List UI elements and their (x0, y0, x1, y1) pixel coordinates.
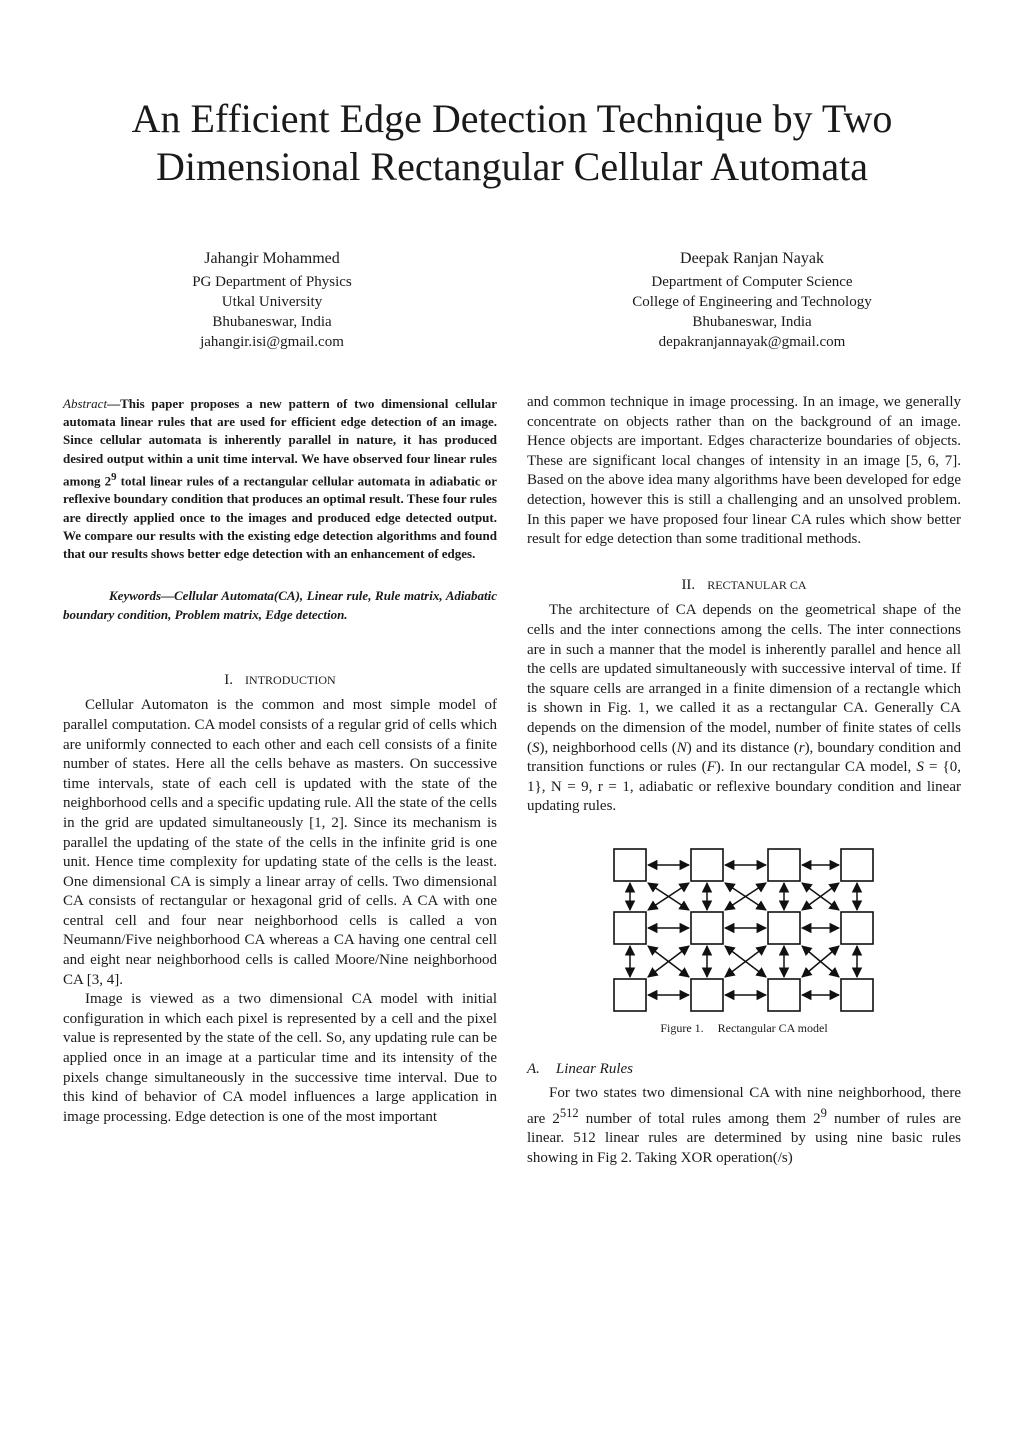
superscript: 512 (559, 1105, 579, 1120)
author-location: Bhubaneswar, India (212, 314, 332, 330)
abstract-dash: — (107, 396, 121, 411)
author-email: depakranjannayak@gmail.com (658, 334, 846, 350)
figure-rectangular-ca-model (613, 847, 875, 1013)
section-number: I. (224, 671, 234, 688)
section-heading-rectangular-ca (527, 576, 961, 596)
ca-cell (614, 979, 646, 1011)
figure-caption-text: Rectangular CA model (717, 1020, 828, 1035)
intro-paragraph-1: Cellular Automaton is the common and most simple model of parallel computation. CA model consists of a regular grid of cells which are uniformly connected to each other and each cell consists of a finite number of states. Here all the cells behave as masters. On successive time intervals, state of each cell is updated with the state of the neighborhood cells and a specific updating rule. All the state of the cells in the grid are updated simultaneously [1, 2]. Since its mechanism is parallel the updating of the state of the cells in the infinite grid is one unit. Hence time complexity for updating state of the cells is the least. One dimensional CA is simply a linear array of cells. Two dimensional CA consists of rectangular or hexagonal grid of cells. A CA with one central cell and four near neighborhood cells is called a von Neumann/Five neighborhood CA whereas a CA having one central cell and eight near neighborhood cells is called Moore/Nine neighborhood CA [3, 4]. (63, 697, 497, 988)
ca-cell (691, 912, 723, 944)
linear-rules-paragraph (527, 1084, 961, 1168)
linear-text: For two states two dimensional CA with nine neighborhood, there are 2 (527, 1085, 961, 1127)
author-department: Department of Computer Science (651, 274, 853, 290)
section-number: II. (681, 576, 696, 593)
rect-paragraph (527, 601, 961, 817)
rect-text: The architecture of CA depends on the geometrical shape of the cells and the inter connections among the cells. The inter connections are in such a manner that the model is inherently parallel and hence all the cells are updated simultaneously with successive interval of time. If the square cells are arranged in a finite dimension of a rectangle which is shown in Fig. 1, we called it as a rectangular CA. Generally CA depends on the dimension of the model, number of finite states of cells ( (527, 602, 961, 756)
ca-cell (768, 979, 800, 1011)
superscript: 9 (820, 1105, 827, 1120)
symbol-n: N (676, 739, 687, 756)
rect-text: ) and its distance ( (686, 739, 799, 756)
abstract-text-b: total linear rules of a rectangular cellular automata in adiabatic or reflexive boundary condition that produces an optimal result. These four rules are directly applied once to the images and produced edge detected output. We compare our results with the existing edge detection algorithms and found that our results shows better edge detection with an enhancement of edges. (63, 473, 497, 561)
section-heading-introduction (63, 671, 497, 691)
keywords (63, 587, 497, 625)
subsection-letter: A. (527, 1061, 540, 1078)
author-email: jahangir.isi@gmail.com (200, 334, 344, 350)
author-location: Bhubaneswar, India (692, 314, 812, 330)
rect-text: ), neighborhood cells ( (539, 739, 677, 756)
symbol-r: r (798, 739, 805, 756)
ca-cell (841, 912, 873, 944)
author-name: Deepak Ranjan Nayak (680, 250, 824, 267)
symbol-s: S (916, 759, 924, 776)
section-title: INTRODUCTION (245, 672, 336, 687)
title-line-2: Dimensional Rectangular Cellular Automata (155, 144, 869, 189)
rect-text: ). In our rectangular CA model, (715, 759, 917, 776)
ca-cell (614, 912, 646, 944)
subsection-title: Linear Rules (555, 1061, 634, 1078)
author-block-1 (107, 249, 437, 352)
figure-caption (527, 1019, 961, 1039)
figure-label: Figure 1. (660, 1020, 704, 1035)
subsection-heading-linear-rules (527, 1060, 961, 1080)
keywords-text: Cellular Automata(CA), Linear rule, Rule matrix, Adiabatic boundary condition, Problem matrix, Edge detection. (63, 588, 497, 622)
abstract (63, 395, 497, 563)
linear-text: number of total rules among them 2 (578, 1110, 821, 1127)
title-line-1: An Efficient Edge Detection Technique by Two (131, 96, 893, 141)
ca-cell (841, 849, 873, 881)
intro-paragraph-2: Image is viewed as a two dimensional CA model with initial configuration in which each pixel is represented by a cell and the pixel value is represented by the state of the cell. So, any updating rule can be applied once in an image at a particular time and its intensity of the pixels change simultaneously in the successive time interval. Due to this kind of behavior of CA model influences a large application in image processing. Edge detection is one of the most important (63, 991, 497, 1125)
keywords-dash: — (161, 588, 174, 604)
author-block-2 (587, 249, 917, 352)
rect-text: ), boundary condition and transition functions or rules ( (527, 739, 961, 776)
ca-cell (691, 849, 723, 881)
author-institution: Utkal University (221, 294, 323, 310)
ca-cell (768, 912, 800, 944)
abstract-text-a: This paper proposes a new pattern of two dimensional cellular automata linear rules that are used for efficient edge detection of an image. Since cellular automata is inherently parallel in nature, it has produced desired output within a unit time interval. We have observed four linear rules among 2 (63, 396, 497, 489)
abstract-sup: 9 (111, 470, 117, 483)
author-institution: College of Engineering and Technology (632, 294, 872, 310)
paper-title (60, 95, 964, 191)
ca-cell (768, 849, 800, 881)
author-name: Jahangir Mohammed (204, 250, 340, 267)
intro-paragraph-2-continued: and common technique in image processing. In an image, we generally concentrate on objects rather than on the background of an image. Hence objects are important. Edges characterize boundaries of objects. These are significant local changes of intensity in an image [5, 6, 7]. Based on the above idea many algorithms have been developed for edge detection, however this is still a challenging and an unsolved problem. In this paper we have proposed four linear CA rules which show better result for edge detection than some traditional methods. (527, 394, 961, 548)
abstract-label: Abstract (63, 396, 108, 411)
rect-text: = {0, 1}, N = 9, r = 1, adiabatic or reflexive boundary condition and linear updating rules. (527, 759, 961, 815)
author-department: PG Department of Physics (192, 274, 352, 290)
symbol-s: S (532, 739, 540, 756)
right-column (527, 393, 961, 1168)
ca-cell (614, 849, 646, 881)
section-title: RECTANULAR CA (707, 577, 807, 592)
linear-text: number of rules are linear. 512 linear rules are determined by using nine basic rules showing in Fig 2. Taking XOR operation(/s) (527, 1110, 961, 1166)
keywords-label: Keywords (109, 588, 161, 604)
ca-cell (841, 979, 873, 1011)
ca-cell (691, 979, 723, 1011)
symbol-f: F (706, 759, 716, 776)
left-column (63, 395, 497, 1127)
